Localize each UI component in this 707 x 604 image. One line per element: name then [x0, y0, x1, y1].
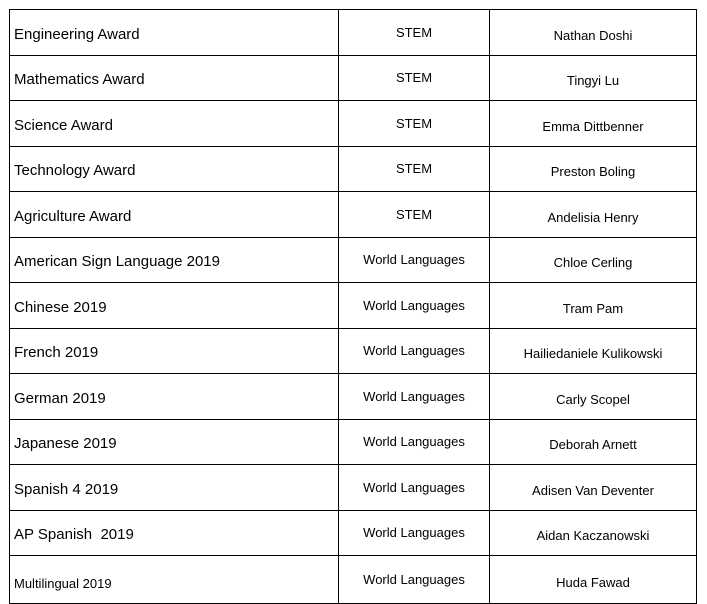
department-cell: STEM [339, 192, 490, 238]
table-row [10, 283, 697, 329]
recipient-cell: Chloe Cerling [490, 237, 697, 283]
table-row [10, 237, 697, 283]
table-row [10, 556, 697, 604]
department-cell: World Languages [339, 510, 490, 556]
table-row [10, 55, 697, 101]
table-row [10, 10, 697, 56]
award-name-cell: American Sign Language 2019 [10, 237, 339, 283]
department-cell: World Languages [339, 283, 490, 329]
department-cell: World Languages [339, 237, 490, 283]
award-name-cell: Engineering Award [10, 10, 339, 56]
award-name-cell: French 2019 [10, 328, 339, 374]
department-cell: World Languages [339, 328, 490, 374]
award-name-cell: AP Spanish 2019 [10, 510, 339, 556]
recipient-cell: Tingyi Lu [490, 55, 697, 101]
award-name-cell: Science Award [10, 101, 339, 147]
recipient-cell: Emma Dittbenner [490, 101, 697, 147]
department-cell: STEM [339, 55, 490, 101]
award-name-cell: Mathematics Award [10, 55, 339, 101]
table-row [10, 465, 697, 511]
department-cell: STEM [339, 10, 490, 56]
table-row [10, 192, 697, 238]
table-row [10, 146, 697, 192]
awards-table [9, 9, 697, 604]
recipient-cell: Tram Pam [490, 283, 697, 329]
table-row [10, 101, 697, 147]
recipient-cell: Preston Boling [490, 146, 697, 192]
award-name-cell: Agriculture Award [10, 192, 339, 238]
award-name-cell: Spanish 4 2019 [10, 465, 339, 511]
award-name-cell: Chinese 2019 [10, 283, 339, 329]
recipient-cell: Hailiedaniele Kulikowski [490, 328, 697, 374]
recipient-cell: Aidan Kaczanowski [490, 510, 697, 556]
recipient-cell: Adisen Van Deventer [490, 465, 697, 511]
recipient-cell: Andelisia Henry [490, 192, 697, 238]
award-name-cell: German 2019 [10, 374, 339, 420]
department-cell: World Languages [339, 419, 490, 465]
award-name-cell: Japanese 2019 [10, 419, 339, 465]
table-row [10, 419, 697, 465]
department-cell: STEM [339, 101, 490, 147]
recipient-cell: Nathan Doshi [490, 10, 697, 56]
department-cell: STEM [339, 146, 490, 192]
recipient-cell: Carly Scopel [490, 374, 697, 420]
award-name-cell: Technology Award [10, 146, 339, 192]
recipient-cell: Deborah Arnett [490, 419, 697, 465]
department-cell: World Languages [339, 465, 490, 511]
table-row [10, 510, 697, 556]
table-row [10, 374, 697, 420]
award-name-cell: Multilingual 2019 [10, 556, 339, 604]
table-row [10, 328, 697, 374]
department-cell: World Languages [339, 556, 490, 604]
recipient-cell: Huda Fawad [490, 556, 697, 604]
department-cell: World Languages [339, 374, 490, 420]
